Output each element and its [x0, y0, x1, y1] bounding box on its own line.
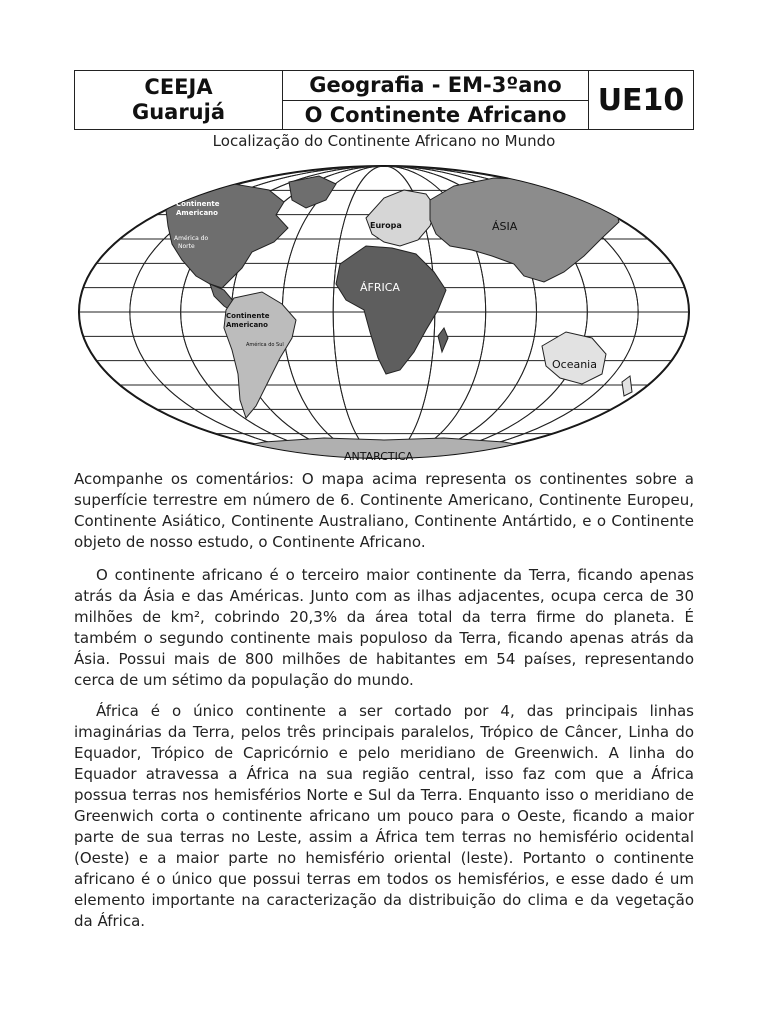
- course-cell: [283, 71, 589, 129]
- label-oceania: Oceania: [552, 358, 597, 371]
- map-caption: Localização do Continente Africano no Mundo: [212, 132, 556, 150]
- school-cell: [75, 71, 283, 129]
- school-city: Guarujá: [131, 100, 226, 124]
- world-map: [74, 160, 694, 465]
- unit-code: UE10: [597, 82, 685, 118]
- school-name: CEEJA: [144, 75, 213, 99]
- course-topic: O Continente Africano: [283, 100, 588, 130]
- label-america-continent: Continente Americano: [176, 200, 220, 217]
- document-header: [74, 70, 694, 130]
- intro-paragraph: Acompanhe os comentários: O mapa acima representa os continentes sobre a superfície terrestre em número de 6. Continente Americano, Continente Europeu, Continente Asiático, Continente Australiano, Continente Antártido, e o Continente objeto de nosso estudo, o Continente Africano.: [74, 470, 694, 551]
- africa-hemispheres-paragraph: África é o único continente a ser cortado por 4, das principais linhas imaginárias da Terra, pelos três principais paralelos, Trópico de Câncer, Linha do Equador, Trópico de Capricórnio e pelo meridiano de Greenwich. A linha do Equador atravessa a África na sua região central, isso faz com que a África possua terras nos hemisférios Norte e Sul da Terra. Enquanto isso o meridiano de Greenwich corta o continente africano um pouco para o Oeste, ficando a maior parte de sua terras no Leste, assim a África tem terras no hemisfério ocidental (Oeste) e a maior parte no hemisfério oriental (leste). Portanto o continente africano é o único que possui terras em todos os hemisférios, e esse dado é um elemento importante na caracterização da distribuição do clima e da vegetação da África.: [74, 702, 694, 930]
- label-europe: Europa: [370, 221, 402, 230]
- course-subject: Geografia - EM-3ºano: [309, 73, 562, 98]
- africa-size-paragraph: O continente africano é o terceiro maior continente da Terra, ficando apenas atrás da Ásia e das Américas. Junto com as ilhas adjacentes, ocupa cerca de 30 milhões de km², cobrindo 20,3% da área total da terra firme do planeta. É também o segundo continente mais populoso da Terra, ficando apenas atrás da Ásia. Possui mais de 800 milhões de habitantes em 54 países, representando cerca de um sétimo da população do mundo.: [74, 566, 694, 689]
- label-africa: ÁFRICA: [360, 281, 400, 294]
- label-south-america: América do Sul: [246, 342, 284, 348]
- label-north-america: América do Norte: [174, 235, 209, 250]
- label-antarctica: ANTARCTICA: [344, 450, 414, 463]
- label-asia: ÁSIA: [492, 220, 518, 233]
- label-south-america-continent: Continente Americano: [226, 312, 270, 329]
